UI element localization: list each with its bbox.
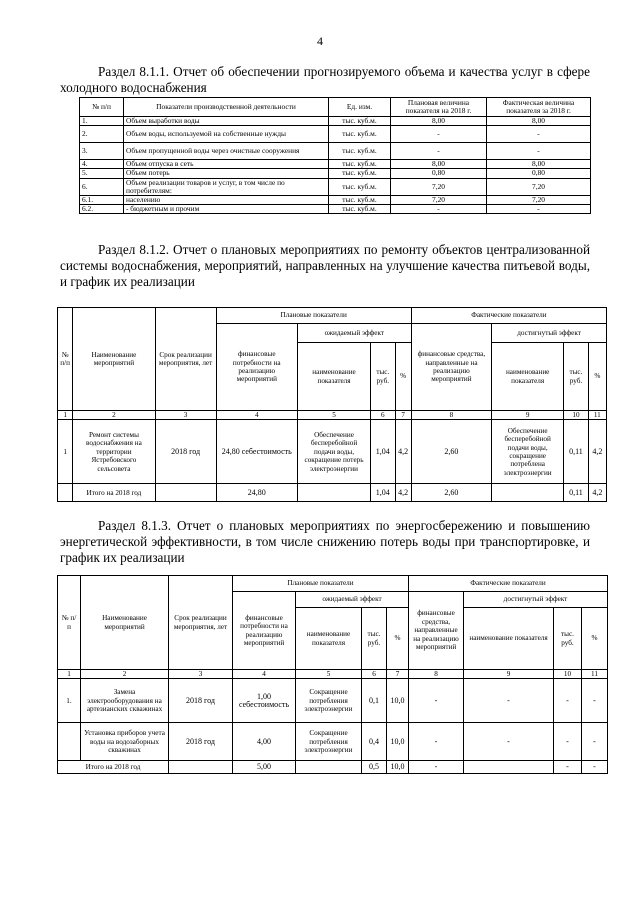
plan-value: - <box>391 126 487 143</box>
plan-fin-cell: 1,00 себестоимость <box>233 679 296 723</box>
empty-cell <box>169 761 233 774</box>
header-cell: % <box>588 343 606 411</box>
row-number: 5. <box>80 169 124 178</box>
table-row <box>80 205 591 214</box>
total-fact-fin: 2,60 <box>411 484 491 502</box>
fact-value: - <box>487 205 591 214</box>
fact-value: 7,20 <box>487 196 591 205</box>
header-cell: Наименование мероприятий <box>81 576 169 670</box>
column-number-row <box>58 411 607 420</box>
plan-value: - <box>391 143 487 160</box>
header-cell: наименование показателя <box>297 343 370 411</box>
empty-cell <box>492 484 564 502</box>
empty-cell <box>297 484 370 502</box>
section-8-1-2-title: Раздел 8.1.2. Отчет о плановых мероприятиях по ремонту объектов централизованной системы водоснабжения, мероприятий, направленных на улучшение качества питьевой воды, и график их реализации <box>60 242 590 289</box>
fact-value: 7,20 <box>487 178 591 195</box>
row-number: 6. <box>80 178 124 195</box>
header-cell: тыс. руб. <box>371 343 395 411</box>
column-number: 8 <box>409 670 464 679</box>
column-number: 4 <box>233 670 296 679</box>
fact-effect-name: Обеспечение бесперебойной подачи воды, сокращение потреблена электроэнергии <box>492 420 564 484</box>
measure-name: Установка приборов учета воды на водозаборных скважинах <box>81 723 169 761</box>
column-number: 9 <box>464 670 554 679</box>
plan-effect-pct: 10,0 <box>387 679 409 723</box>
column-number: 5 <box>296 670 362 679</box>
header-cell: % <box>582 608 608 670</box>
row-number <box>58 723 81 761</box>
fact-effect-rub: 0,11 <box>564 420 588 484</box>
plan-effect-rub: 0,4 <box>362 723 387 761</box>
header-cell: наименование показателя <box>296 608 362 670</box>
header-cell: Плановая величина показателя на 2018 г. <box>391 98 487 117</box>
measure-name: Замена электрооборудования на артезианских скважинах <box>81 679 169 723</box>
plan-fin-cell: 4,00 <box>233 723 296 761</box>
fact-fin-cell: - <box>409 723 464 761</box>
total-fact-fin: - <box>409 761 464 774</box>
plan-fin-cell: 24,80 себестоимость <box>216 420 297 484</box>
total-plan-rub: 0,5 <box>362 761 387 774</box>
column-number: 7 <box>387 670 409 679</box>
column-number: 10 <box>554 670 582 679</box>
total-plan-pct: 4,2 <box>395 484 411 502</box>
fact-fin-cell: - <box>409 679 464 723</box>
empty-cell <box>296 761 362 774</box>
indicator-name: Объем воды, используемой на собственные нужды <box>124 126 329 143</box>
plan-value: 7,20 <box>391 178 487 195</box>
table-header-row <box>80 98 591 117</box>
fact-group-header: Фактические показатели <box>411 308 606 324</box>
indicator-name: Объем отпуска в сеть <box>124 160 329 169</box>
fact-effect-rub: - <box>554 723 582 761</box>
header-cell: финансовые средства, направленные на реализацию мероприятий <box>411 324 491 411</box>
header-cell: наименование показателя <box>492 343 564 411</box>
plan-value: 8,00 <box>391 117 487 126</box>
row-number: 3. <box>80 143 124 160</box>
total-plan-pct: 10,0 <box>387 761 409 774</box>
indicator-name: Объем пропущенной воды через очистные сооружения <box>124 143 329 160</box>
term-cell: 2018 год <box>169 679 233 723</box>
column-number: 5 <box>297 411 370 420</box>
header-cell: достигнутый эффект <box>464 592 608 608</box>
water-supply-indicators-table <box>79 97 591 214</box>
total-plan-fin: 24,80 <box>216 484 297 502</box>
header-cell: % <box>395 343 411 411</box>
header-cell: ожидаемый эффект <box>297 324 411 343</box>
row-number: 6.2. <box>80 205 124 214</box>
plan-value: - <box>391 205 487 214</box>
column-number: 11 <box>582 670 608 679</box>
header-cell: Фактическая величина показателя за 2018 г. <box>487 98 591 117</box>
section-8-1-1-title: Раздел 8.1.1. Отчет об обеспечении прогнозируемого объема и качества услуг в сфере холодного водоснабжения <box>60 64 590 95</box>
table-row <box>58 679 608 723</box>
unit-cell: тыс. куб.м. <box>329 160 391 169</box>
energy-saving-measures-table <box>57 575 608 774</box>
fact-value: - <box>487 143 591 160</box>
indicator-name: Объем реализации товаров и услуг, в том числе по потребителям: <box>124 178 329 195</box>
plan-effect-pct: 10,0 <box>387 723 409 761</box>
table-row <box>58 723 608 761</box>
unit-cell: тыс. куб.м. <box>329 196 391 205</box>
column-number: 2 <box>81 670 169 679</box>
table-row <box>80 196 591 205</box>
header-cell: Наименование мероприятий <box>73 308 155 411</box>
column-number: 6 <box>362 670 387 679</box>
indicator-name: - бюджетным и прочим <box>124 205 329 214</box>
row-number: 2. <box>80 126 124 143</box>
column-number: 8 <box>411 411 491 420</box>
total-fact-rub: - <box>554 761 582 774</box>
header-cell: финансовые потребности на реализацию мероприятий <box>216 324 297 411</box>
unit-cell: тыс. куб.м. <box>329 205 391 214</box>
header-cell: % <box>387 608 409 670</box>
total-plan-rub: 1,04 <box>371 484 395 502</box>
fact-effect-name: - <box>464 723 554 761</box>
unit-cell: тыс. куб.м. <box>329 117 391 126</box>
plan-group-header: Плановые показатели <box>216 308 411 324</box>
column-number: 1 <box>58 411 73 420</box>
plan-effect-name: Сокращение потребления электроэнергии <box>296 679 362 723</box>
row-number: 1. <box>58 679 81 723</box>
table-row <box>80 126 591 143</box>
table-row <box>80 160 591 169</box>
header-cell: № п/п <box>58 576 81 670</box>
fact-effect-pct: - <box>582 723 608 761</box>
fact-effect-name: - <box>464 679 554 723</box>
plan-effect-pct: 4,2 <box>395 420 411 484</box>
fact-effect-rub: - <box>554 679 582 723</box>
fact-value: - <box>487 126 591 143</box>
total-fact-rub: 0,11 <box>564 484 588 502</box>
column-number: 10 <box>564 411 588 420</box>
row-number: 6.1. <box>80 196 124 205</box>
fact-fin-cell: 2,60 <box>411 420 491 484</box>
unit-cell: тыс. куб.м. <box>329 178 391 195</box>
table-row <box>80 143 591 160</box>
unit-cell: тыс. куб.м. <box>329 126 391 143</box>
table-row <box>80 178 591 195</box>
plan-effect-rub: 1,04 <box>371 420 395 484</box>
unit-cell: тыс. куб.м. <box>329 169 391 178</box>
plan-value: 8,00 <box>391 160 487 169</box>
header-cell: тыс. руб. <box>362 608 387 670</box>
plan-effect-name: Обеспечение бесперебойной подачи воды, сокращение потерь электроэнергии <box>297 420 370 484</box>
row-number: 4. <box>80 160 124 169</box>
header-cell: наименование показателя <box>464 608 554 670</box>
table-row <box>58 420 607 484</box>
indicator-name: Объем потерь <box>124 169 329 178</box>
indicator-name: Объем выработки воды <box>124 117 329 126</box>
plan-effect-name: Сокращение потребления электроэнергии <box>296 723 362 761</box>
header-cell: № п/п <box>80 98 124 117</box>
header-cell: финансовые средства, направленные на реализацию мероприятий <box>409 592 464 670</box>
unit-cell: тыс. куб.м. <box>329 143 391 160</box>
fact-value: 8,00 <box>487 117 591 126</box>
empty-cell <box>58 484 73 502</box>
table-header-row <box>58 308 607 324</box>
term-cell: 2018 год <box>169 723 233 761</box>
plan-effect-rub: 0,1 <box>362 679 387 723</box>
header-cell: достигнутый эффект <box>492 324 607 343</box>
header-cell: Показатели производственной деятельности <box>124 98 329 117</box>
total-label: Итого на 2018 год <box>73 484 155 502</box>
term-cell: 2018 год <box>155 420 216 484</box>
column-number: 6 <box>371 411 395 420</box>
header-cell: № п/п <box>58 308 73 411</box>
table-header-row <box>58 576 608 592</box>
section-8-1-3-title: Раздел 8.1.3. Отчет о плановых мероприятиях по энергосбережению и повышению энергетической эффективности, в том числе снижению потерь воды при транспортировке, и график их реализации <box>60 518 590 565</box>
indicator-name: населению <box>124 196 329 205</box>
header-cell: Ед. изм. <box>329 98 391 117</box>
total-row <box>58 484 607 502</box>
plan-value: 7,20 <box>391 196 487 205</box>
fact-value: 8,00 <box>487 160 591 169</box>
total-row <box>58 761 608 774</box>
header-cell: Срок реализации мероприятия, лет <box>155 308 216 411</box>
column-number-row <box>58 670 608 679</box>
table-row <box>80 117 591 126</box>
total-fact-pct: 4,2 <box>588 484 606 502</box>
column-number: 3 <box>155 411 216 420</box>
empty-cell <box>464 761 554 774</box>
fact-value: 0,80 <box>487 169 591 178</box>
table-row <box>80 169 591 178</box>
total-label: Итого на 2018 год <box>58 761 169 774</box>
fact-group-header: Фактические показатели <box>409 576 608 592</box>
measure-name: Ремонт системы водоснабжения на территории Ястребовского сельсовета <box>73 420 155 484</box>
repair-measures-table <box>57 307 607 502</box>
column-number: 7 <box>395 411 411 420</box>
header-cell: финансовые потребности на реализацию мероприятий <box>233 592 296 670</box>
plan-group-header: Плановые показатели <box>233 576 409 592</box>
total-plan-fin: 5,00 <box>233 761 296 774</box>
header-cell: тыс. руб. <box>554 608 582 670</box>
column-number: 11 <box>588 411 606 420</box>
column-number: 2 <box>73 411 155 420</box>
fact-effect-pct: - <box>582 679 608 723</box>
column-number: 1 <box>58 670 81 679</box>
column-number: 9 <box>492 411 564 420</box>
row-number: 1. <box>80 117 124 126</box>
header-cell: ожидаемый эффект <box>296 592 409 608</box>
total-fact-pct: - <box>582 761 608 774</box>
row-number: 1 <box>58 420 73 484</box>
page-number: 4 <box>317 34 323 48</box>
empty-cell <box>155 484 216 502</box>
fact-effect-pct: 4,2 <box>588 420 606 484</box>
column-number: 4 <box>216 411 297 420</box>
header-cell: Срок реализации мероприятия, лет <box>169 576 233 670</box>
column-number: 3 <box>169 670 233 679</box>
plan-value: 0,80 <box>391 169 487 178</box>
header-cell: тыс. руб. <box>564 343 588 411</box>
